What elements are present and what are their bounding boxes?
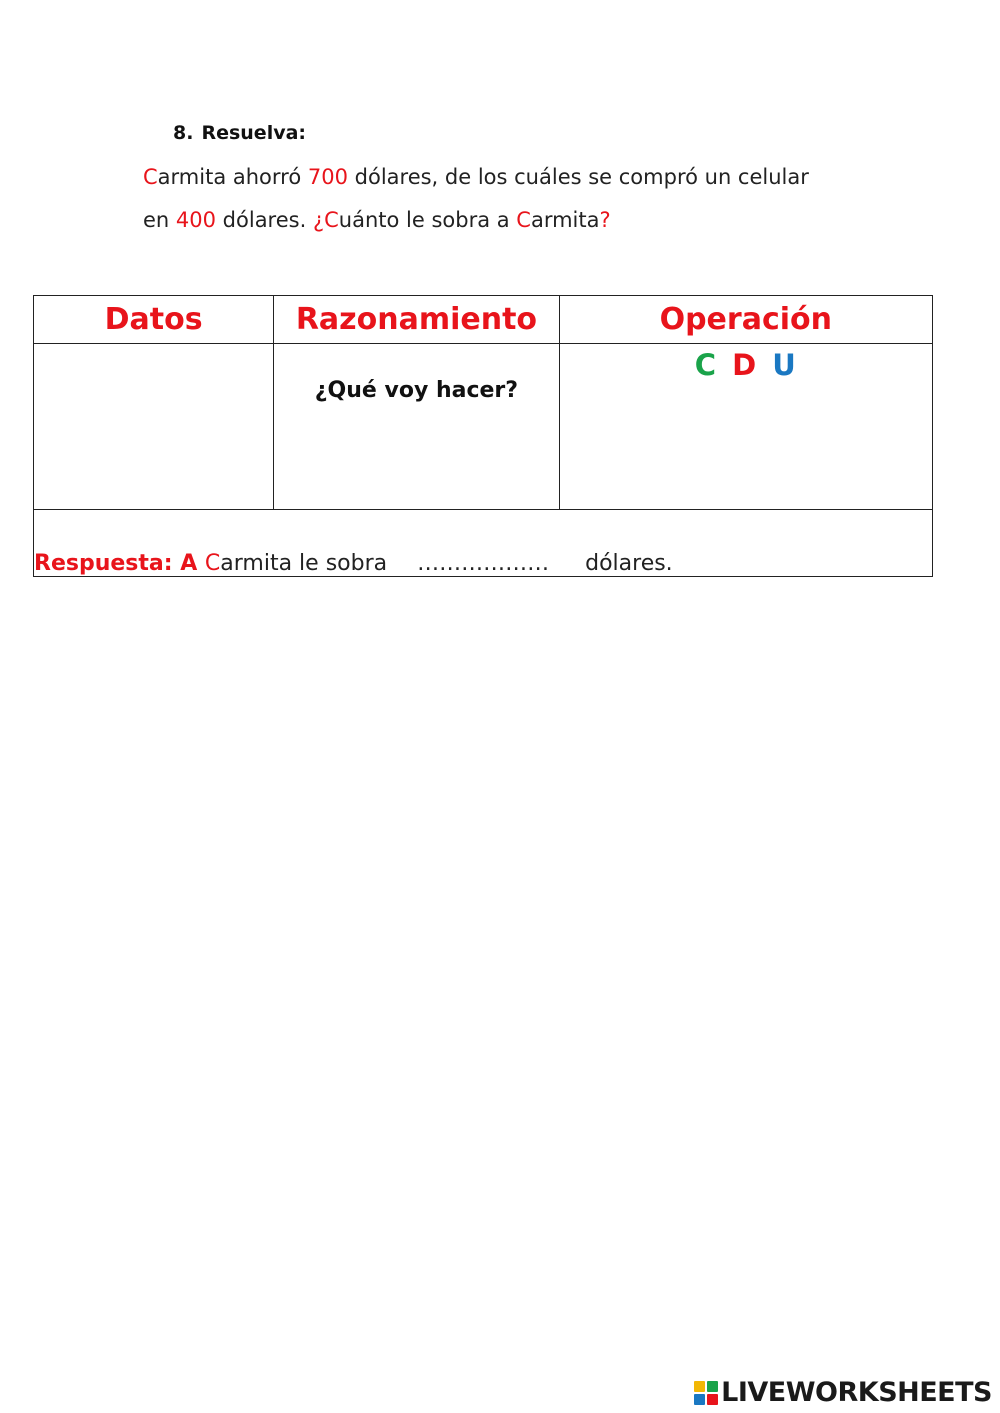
- problem-statement-line-2: [143, 208, 611, 232]
- reasoning-prompt: ¿Qué voy hacer?: [314, 378, 519, 403]
- problem-text: uánto le sobra a: [338, 208, 517, 232]
- problem-text: dólares, de los cuáles se compró un celular: [347, 165, 809, 189]
- place-value-centenas: C: [694, 348, 717, 382]
- solution-table: [33, 295, 933, 577]
- highlight-letter: C: [143, 165, 158, 189]
- header-razonamiento: Razonamiento: [274, 296, 559, 344]
- liveworksheets-logo-icon: [694, 1381, 718, 1405]
- highlight-letter: C: [516, 208, 531, 232]
- place-value-decenas: D: [732, 348, 758, 382]
- answer-row: [34, 510, 933, 577]
- question-title: [173, 122, 306, 144]
- problem-text: armita ahorró: [157, 165, 308, 189]
- work-row: [34, 344, 933, 510]
- answer-label: Respuesta: A: [34, 551, 205, 576]
- question-number: 8.: [173, 122, 194, 144]
- operacion-cell[interactable]: [559, 344, 932, 510]
- highlight-letter: C: [324, 208, 339, 232]
- datos-cell[interactable]: [34, 344, 274, 510]
- answer-cell: [34, 510, 933, 577]
- liveworksheets-brand: [694, 1377, 992, 1408]
- problem-text: en: [143, 208, 176, 232]
- place-value-header: [560, 348, 932, 382]
- razonamiento-cell[interactable]: [274, 344, 559, 510]
- header-datos: Datos: [34, 296, 274, 344]
- problem-statement-line-1: [143, 165, 809, 189]
- amount-saved: 700: [307, 165, 348, 189]
- answer-blank[interactable]: ………………: [417, 551, 550, 576]
- brand-name: LIVEWORKSHEETS: [721, 1377, 992, 1408]
- problem-text: dólares.: [216, 208, 313, 232]
- header-operacion: Operación: [559, 296, 932, 344]
- question-mark-close: ?: [599, 208, 611, 232]
- highlight-letter: C: [204, 551, 221, 576]
- problem-text: armita: [530, 208, 600, 232]
- answer-text: armita le sobra: [220, 551, 388, 576]
- header-row: [34, 296, 933, 344]
- question-instruction: Resuelva:: [201, 122, 307, 144]
- question-mark-open: ¿: [312, 208, 325, 232]
- answer-unit: dólares.: [585, 551, 673, 576]
- amount-spent: 400: [175, 208, 216, 232]
- place-value-unidades: U: [772, 348, 797, 382]
